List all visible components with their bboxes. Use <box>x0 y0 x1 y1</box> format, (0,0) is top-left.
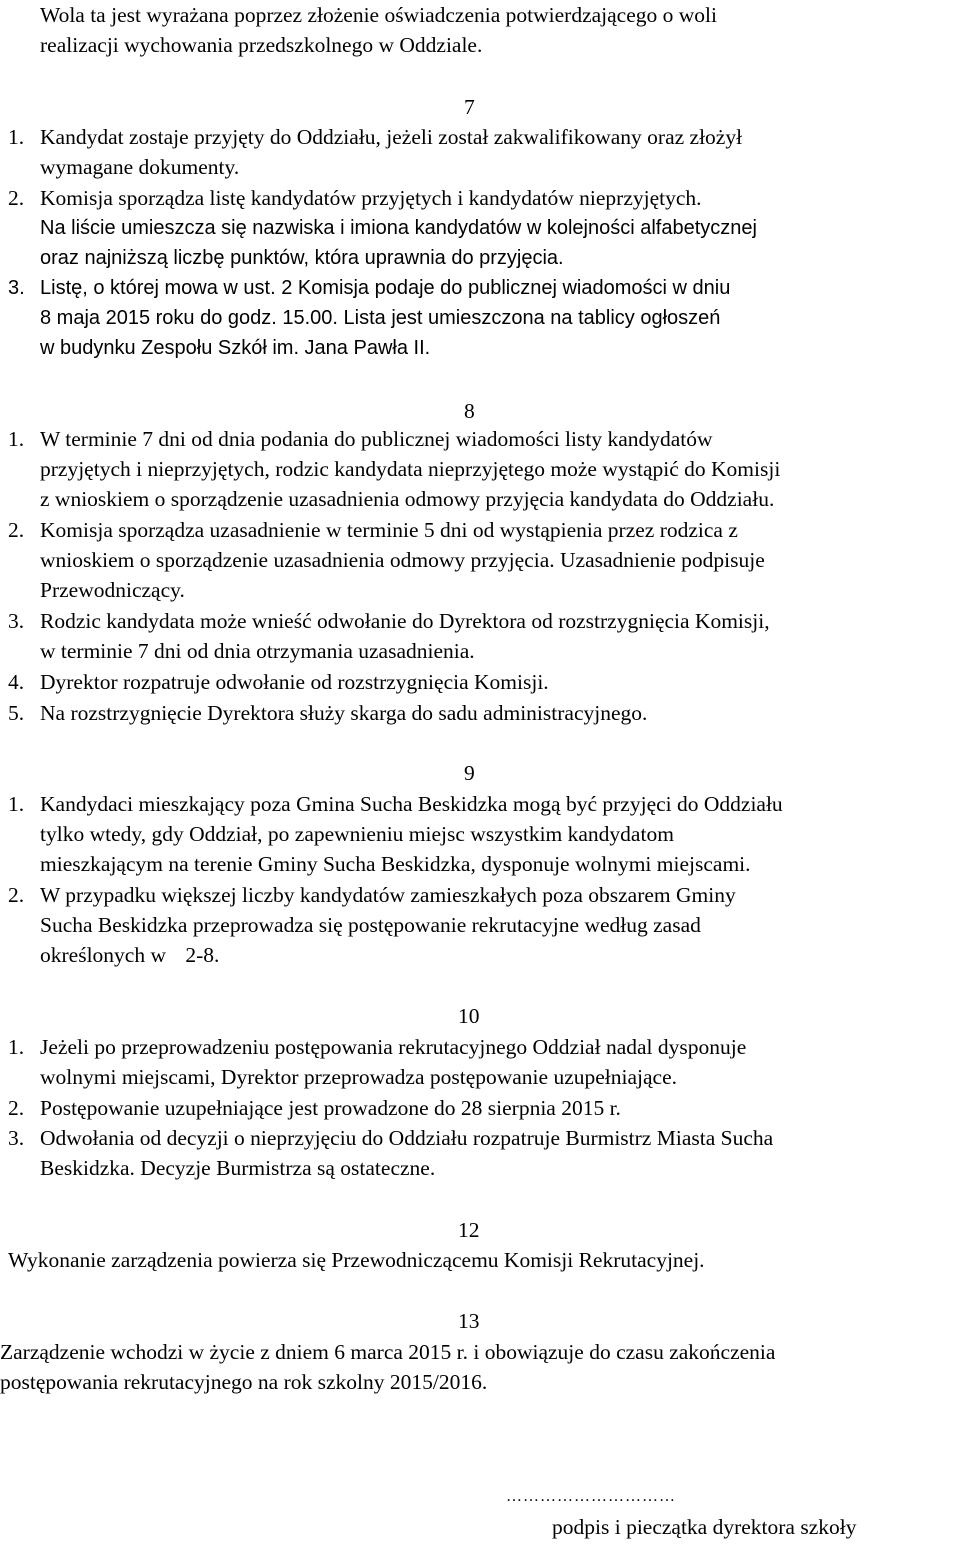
s13-line-2: postępowania rekrutacyjnego na rok szkolny 2015/2016. <box>0 1370 488 1394</box>
s10-item-1-line-2: wolnymi miejscami, Dyrektor przeprowadza postępowanie uzupełniające. <box>40 1065 678 1089</box>
section-sign-icon <box>440 1306 458 1336</box>
s9-item-2-line-2: Sucha Beskidzka przeprowadza się postępowanie rekrutacyjne według zasad <box>40 913 701 937</box>
s8-item-2-number: 2. <box>8 518 25 542</box>
s9-item-1-line-3: mieszkającym na terenie Gminy Sucha Beskidzka, dysponuje wolnymi miejscami. <box>40 852 751 876</box>
s8-item-2-line-1: Komisja sporządza uzasadnienie w terminie 5 dni od wystąpienia przez rodzica z <box>40 518 738 542</box>
s9-item-1-line-1: Kandydaci mieszkający poza Gmina Sucha Beskidzka mogą być przyjęci do Oddziału <box>40 792 783 816</box>
s7-item-3-number: 3. <box>8 277 25 299</box>
s8-item-1-number: 1. <box>8 427 25 451</box>
s9-item-1-number: 1. <box>8 792 25 816</box>
section-9-number: 9 <box>464 761 475 785</box>
s10-item-3-number: 3. <box>8 1126 25 1150</box>
section-13-heading <box>440 1306 480 1336</box>
s7-item-1-line-1: Kandydat zostaje przyjęty do Oddziału, jeżeli został zakwalifikowany oraz złożył <box>40 125 743 149</box>
s8-item-3-number: 3. <box>8 609 25 633</box>
s7-item-1-number: 1. <box>8 125 25 149</box>
section-12-number: 12 <box>458 1218 480 1242</box>
s8-item-1-line-1: W terminie 7 dni od dnia podania do publicznej wiadomości listy kandydatów <box>40 427 713 451</box>
s8-item-2-line-3: Przewodniczący. <box>40 578 185 602</box>
s7-item-3-line-2: 8 maja 2015 roku do godz. 15.00. Lista jest umieszczona na tablicy ogłoszeń <box>40 307 721 329</box>
s9-item-2-line-1: W przypadku większej liczby kandydatów zamieszkałych poza obszarem Gminy <box>40 883 736 907</box>
s10-item-2-number: 2. <box>8 1096 25 1120</box>
s9-item-2-line-3-text: określonych w <box>40 943 166 967</box>
section-13-number: 13 <box>458 1309 480 1333</box>
section-8-heading <box>446 396 475 426</box>
section-10-number: 10 <box>458 1004 480 1028</box>
s10-item-1-line-1: Jeżeli po przeprowadzeniu postępowania rekrutacyjnego Oddział nadal dysponuje <box>40 1035 747 1059</box>
s8-item-5-number: 5. <box>8 701 25 725</box>
s13-line-1: Zarządzenie wchodzi w życie z dniem 6 marca 2015 r. i obowiązuje do czasu zakończenia <box>0 1340 776 1364</box>
s9-item-2-line-3 <box>40 940 219 970</box>
section-sign-icon <box>446 396 464 426</box>
section-9-heading <box>446 758 475 788</box>
section-sign-icon <box>440 1001 458 1031</box>
intro-line-1: Wola ta jest wyrażana poprzez złożenie oświadczenia potwierdzającego o woli <box>40 3 717 27</box>
s9-item-2-number: 2. <box>8 883 25 907</box>
s9-item-1-line-2: tylko wtedy, gdy Oddział, po zapewnieniu miejsc wszystkim kandydatom <box>40 822 674 846</box>
section-7-heading <box>446 92 475 122</box>
section-sign-icon <box>171 940 185 970</box>
s9-item-2-line-3-ref: 2-8. <box>185 943 220 967</box>
s7-item-3-line-3: w budynku Zespołu Szkół im. Jana Pawła II. <box>40 337 431 359</box>
section-7-number: 7 <box>464 95 475 119</box>
section-sign-icon <box>446 758 464 788</box>
s8-item-3-line-1: Rodzic kandydata może wnieść odwołanie do Dyrektora od rozstrzygnięcia Komisji, <box>40 609 770 633</box>
s7-item-2-number: 2. <box>8 186 25 210</box>
s8-item-2-line-2: wnioskiem o sporządzenie uzasadnienia odmowy przyjęcia. Uzasadnienie podpisuje <box>40 548 765 572</box>
s8-item-4-number: 4. <box>8 670 25 694</box>
s8-item-5-line-1: Na rozstrzygnięcie Dyrektora służy skarga do sadu administracyjnego. <box>40 701 648 725</box>
s7-item-2-line-1: Komisja sporządza listę kandydatów przyjętych i kandydatów nieprzyjętych. <box>40 186 702 210</box>
s10-item-3-line-1: Odwołania od decyzji o nieprzyjęciu do Oddziału rozpatruje Burmistrz Miasta Sucha <box>40 1126 774 1150</box>
s7-item-2-line-2: Na liście umieszcza się nazwiska i imiona kandydatów w kolejności alfabetycznej <box>40 217 757 239</box>
s8-item-3-line-2: w terminie 7 dni od dnia otrzymania uzasadnienia. <box>40 639 475 663</box>
intro-line-2: realizacji wychowania przedszkolnego w Oddziale. <box>40 33 483 57</box>
s7-item-1-line-2: wymagane dokumenty. <box>40 155 240 179</box>
s10-item-3-line-2: Beskidzka. Decyzje Burmistrza są ostateczne. <box>40 1156 436 1180</box>
s10-item-1-number: 1. <box>8 1035 25 1059</box>
s10-item-2-line-1: Postępowanie uzupełniające jest prowadzone do 28 sierpnia 2015 r. <box>40 1096 621 1120</box>
s8-item-1-line-2: przyjętych i nieprzyjętych, rodzic kandydata nieprzyjętego może wystąpić do Komisji <box>40 457 781 481</box>
signature-label: podpis i pieczątka dyrektora szkoły <box>552 1515 857 1539</box>
section-10-heading <box>440 1001 480 1031</box>
signature-dots: ………………………… <box>506 1488 676 1505</box>
s8-item-4-line-1: Dyrektor rozpatruje odwołanie od rozstrzygnięcia Komisji. <box>40 670 549 694</box>
section-12-heading <box>440 1215 480 1245</box>
s12-line-1: Wykonanie zarządzenia powierza się Przewodniczącemu Komisji Rekrutacyjnej. <box>8 1248 705 1272</box>
section-sign-icon <box>440 1215 458 1245</box>
section-sign-icon <box>446 92 464 122</box>
s7-item-2-line-3: oraz najniższą liczbę punktów, która uprawnia do przyjęcia. <box>40 247 564 269</box>
s8-item-1-line-3: z wnioskiem o sporządzenie uzasadnienia odmowy przyjęcia kandydata do Oddziału. <box>40 487 775 511</box>
section-8-number: 8 <box>464 399 475 423</box>
s7-item-3-line-1: Listę, o której mowa w ust. 2 Komisja podaje do publicznej wiadomości w dniu <box>40 277 731 299</box>
